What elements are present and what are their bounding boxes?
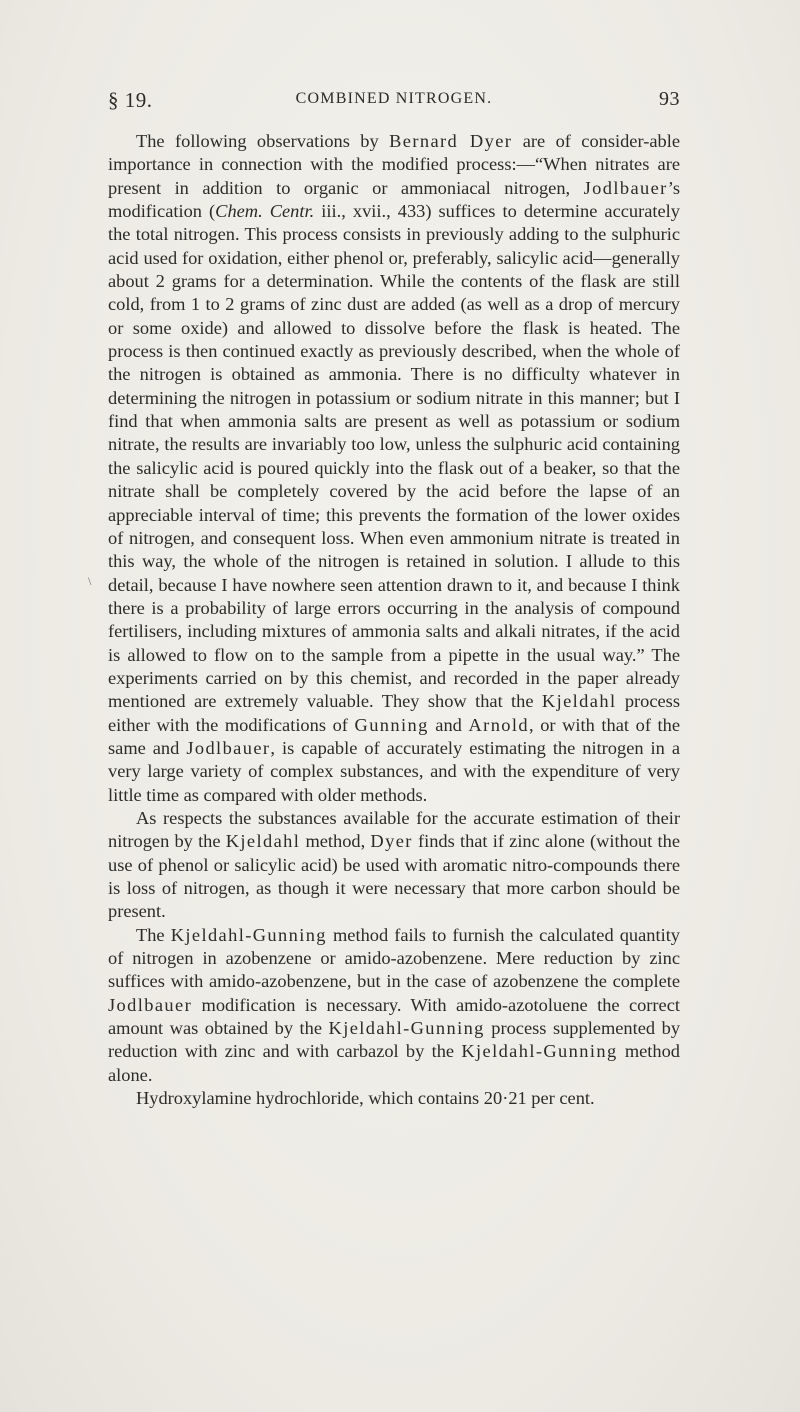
text-run: and (428, 714, 469, 735)
text-run: modification is necessary. With amido-azotoluene the correct amount was obtained by the (108, 994, 680, 1039)
text-run: are of consider-able importance in connection with the modified process:—“When nitrates are present in addition to organic or ammoniacal nitrogen, (108, 131, 680, 198)
author-name: Dyer (370, 831, 413, 852)
body-text (108, 130, 680, 1110)
author-name: Arnold (468, 714, 529, 735)
method-name: Kjeldahl-Gunning (328, 1018, 485, 1039)
author-name: Jodlbauer (583, 177, 668, 198)
text-run: finds that if zinc alone (without the use of phenol or salicylic acid) be used with aromatic nitro-compounds there is loss of nitrogen, as though it were necessary that more carbon should be present. (108, 831, 680, 922)
paragraph-dyer-observations (108, 130, 680, 807)
text-run: , or with that of the same and (108, 714, 681, 758)
text-run: method, (300, 831, 371, 852)
section-number: § 19. (108, 88, 153, 112)
text-run: process supplemented by reduction with zinc and with carbazol by the (108, 1018, 681, 1062)
author-name: Jodlbauer (108, 994, 193, 1015)
author-name: Bernard Dyer (389, 131, 513, 151)
author-name: Kjeldahl (225, 831, 301, 852)
author-name: Jodlbauer (186, 737, 271, 758)
text-run: method fails to furnish the calculated quantity of nitrogen in azobenzene or amido-azobenzene. Mere reduction by zinc suffices with amido-azobenzene, but in the case of azobenzene the complete (108, 924, 680, 992)
text-run: method alone. (108, 1041, 680, 1085)
text-run: ’s modification ( (108, 177, 680, 222)
running-title: COMBINED NITROGEN. (295, 90, 493, 107)
running-head (108, 88, 680, 114)
author-name: Gunning (354, 714, 429, 735)
paragraph-substances (108, 807, 680, 924)
journal-citation: Chem. Centr. (215, 201, 315, 222)
author-name: Kjeldahl (541, 691, 617, 712)
paragraph-hydroxylamine (108, 1087, 680, 1110)
text-run: The following observations by (136, 131, 390, 151)
text-run: Hydroxylamine hydrochloride, which contains 20·21 per cent. (136, 1088, 595, 1109)
text-run: process either with the modifications of (108, 691, 680, 735)
text-run: The (136, 924, 171, 945)
text-run: iii., xvii., 433) suffices to determine accurately the total nitrogen. This process consists in previously adding to the sulphuric acid used for oxidation, either phenol or, preferably, salicylic acid—generally about 2 grams for a determination. While the contents of the flask are still cold, from 1 to 2 grams of zinc dust are added (as well as a drop of mercury or some oxide) and allowed to dissolve before the flask is heated. The process is then continued exactly as previously described, when the whole of the nitrogen is obtained as ammonia. There is no difficulty whatever in determining the nitrogen in potassium or sodium nitrate in this manner; but I find that when ammonia salts are present as well as potassium or sodium nitrate, the results are invariably too low, unless the sulphuric acid containing the salicylic acid is poured quickly into the flask out of a beaker, so that the nitrate shall be completely covered by the acid before the lapse of an appreciable interval of time; this prevents the formation of the lower oxides of nitrogen, and consequent loss. When even ammonium nitrate is treated in this way, the whole of the nitrogen is retained in solution. I allude to this detail, because I have nowhere seen attention drawn to it, and because I think there is a probability of large errors occurring in the analysis of compound fertilisers, including mixtures of ammonia salts and alkali nitrates, if the acid is allowed to flow on to the sample from a pipette in the usual way.” The experiments carried on by this chemist, and recorded in the paper already mentioned are extremely valuable. They show that the (108, 201, 680, 712)
method-name: Kjeldahl-Gunning (461, 1041, 618, 1062)
method-name: Kjeldahl-Gunning (170, 924, 327, 945)
margin-mark: \ (88, 574, 92, 588)
paragraph-azobenzene (108, 924, 680, 1087)
page-number: 93 (659, 88, 680, 110)
text-run: As respects the substances available for the accurate estimation of their nitrogen by the (108, 807, 680, 852)
text-run: , is capable of accurately estimating the nitrogen in a very large variety of complex substances, and with the expenditure of very little time as compared with older methods. (108, 737, 680, 805)
